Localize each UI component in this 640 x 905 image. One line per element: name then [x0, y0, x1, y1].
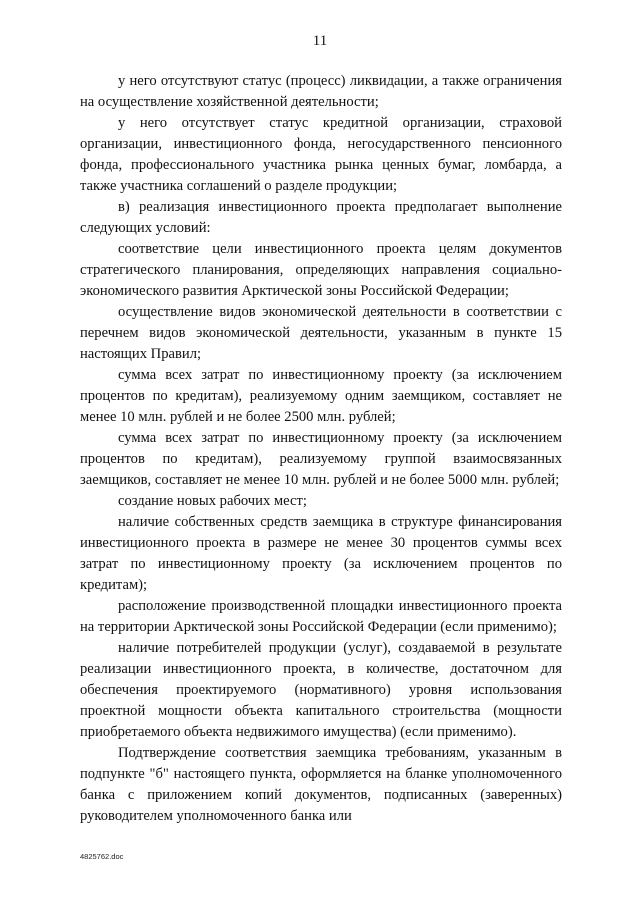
paragraph-new-jobs: создание новых рабочих мест;: [118, 493, 307, 509]
paragraph-group-borrower-costs: сумма всех затрат по инвестиционному проекту (за исключением процентов по кредитам), реализуемому группой взаимосвязанных заемщиков, составляет не менее 10 млн. рублей и не более 5000 млн. рублей;: [80, 430, 562, 488]
paragraph-liquidation: у него отсутствуют статус (процесс) ликвидации, а также ограничения на осуществление хозяйственной деятельности;: [80, 73, 562, 110]
paragraph-own-funds: наличие собственных средств заемщика в структуре финансирования инвестиционного проекта в размере не менее 30 процентов суммы всех затрат по инвестиционному проекту (за исключением процентов по кредитам);: [80, 514, 562, 593]
paragraph-organization-status: у него отсутствует статус кредитной организации, страховой организации, инвестиционного фонда, негосударственного пенсионного фонда, профессионального участника рынка ценных бумаг, ломбарда, а также участника соглашений о разделе продукции;: [80, 115, 562, 194]
paragraph-confirmation: Подтверждение соответствия заемщика требованиям, указанным в подпункте "б" настоящего пункта, оформляется на бланке уполномоченного банка с приложением копий документов, подписанных (заверенных) руководителем уполномоченного банка или: [80, 745, 562, 824]
paragraph-site-location: расположение производственной площадки инвестиционного проекта на территории Арктической зоны Российской Федерации (если применимо);: [80, 598, 562, 635]
paragraph-consumers: наличие потребителей продукции (услуг), создаваемой в результате реализации инвестиционного проекта, в количестве, достаточном для обеспечения проектируемого (нормативного) уровня использования проектной мощности объекта капитального строительства (мощности приобретаемого объекта недвижимого имущества) (если применимо).: [80, 640, 562, 740]
paragraph-single-borrower-costs: сумма всех затрат по инвестиционному проекту (за исключением процентов по кредитам), реализуемому одним заемщиком, составляет не менее 10 млн. рублей и не более 2500 млн. рублей;: [80, 367, 562, 425]
footer-filename: 4825762.doc: [80, 852, 124, 861]
paragraph-project-conditions: в) реализация инвестиционного проекта предполагает выполнение следующих условий:: [80, 199, 562, 236]
paragraph-economic-activity: осуществление видов экономической деятельности в соответствии с перечнем видов экономической деятельности, указанным в пункте 15 настоящих Правил;: [80, 304, 562, 362]
paragraph-strategic-goals: соответствие цели инвестиционного проекта целям документов стратегического планирования, определяющих направления социально-экономического развития Арктической зоны Российской Федерации;: [80, 241, 562, 299]
page-number: 11: [312, 33, 328, 49]
document-body: [80, 71, 562, 827]
